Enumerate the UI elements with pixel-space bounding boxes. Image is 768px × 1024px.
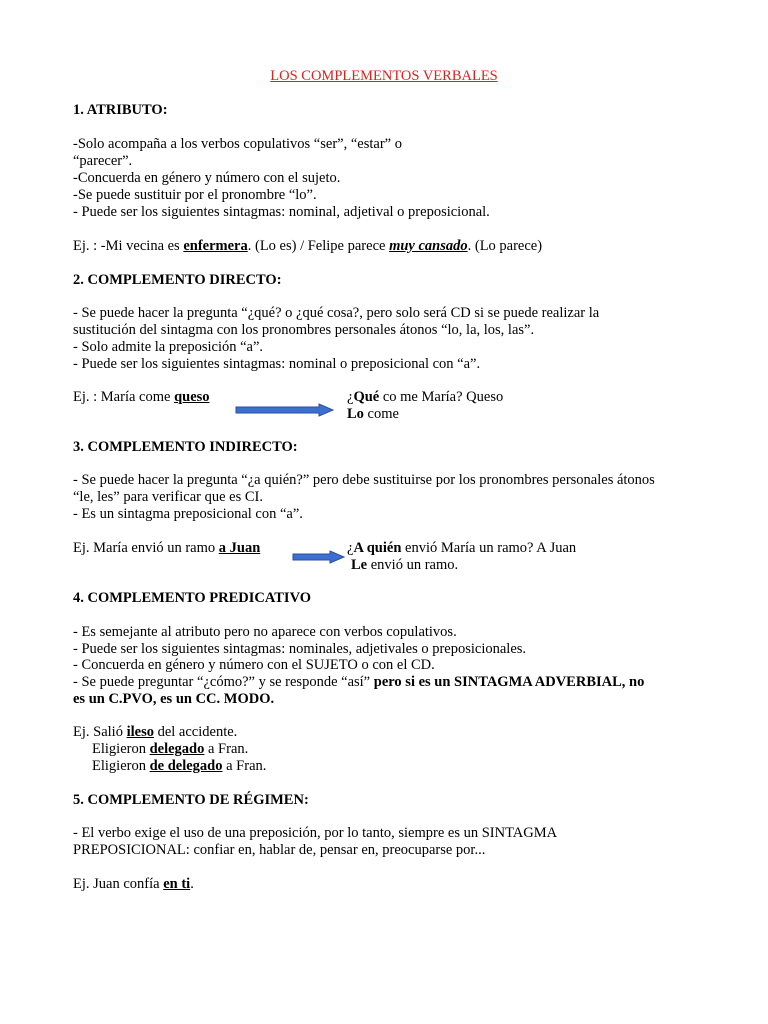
pronoun: Le	[351, 557, 368, 573]
section-2-line-1: - Se puede hacer la pregunta “¿qué? o ¿qué cosa?, pero solo será CD si se puede realizar la	[73, 305, 600, 321]
question-word: A quién	[353, 540, 402, 556]
document-title: LOS COMPLEMENTOS VERBALES	[270, 68, 498, 84]
example-highlight: en ti	[163, 876, 191, 892]
section-4-heading: 4. COMPLEMENTO PREDICATIVO	[73, 590, 312, 606]
example-text: . (Lo parece)	[467, 238, 543, 254]
arrow-right-icon	[292, 550, 346, 564]
section-1-line-5: - Puede ser los siguientes sintagmas: nominal, adjetival o preposicional.	[73, 204, 490, 220]
section-1-line-4: -Se puede sustituir por el pronombre “lo”.	[73, 187, 317, 203]
section-1-line-2: “parecer”.	[73, 153, 133, 169]
question-text: ¿	[347, 540, 354, 556]
answer-text: envió un ramo.	[367, 557, 459, 573]
example-text: . (Lo es) / Felipe parece	[247, 238, 390, 254]
section-4-line-2: - Puede ser los siguientes sintagmas: nominales, adjetivales o preposicionales.	[73, 641, 527, 657]
section-1-line-3: -Concuerda en género y número con el sujeto.	[73, 170, 341, 186]
example-text: Ej. María envió un ramo	[73, 540, 219, 556]
section-2-heading: 2. COMPLEMENTO DIRECTO:	[73, 272, 282, 288]
section-3-line-2: “le, les” para verificar que es CI.	[73, 489, 264, 505]
pronoun: Lo	[347, 406, 364, 422]
section-1-example	[73, 238, 542, 255]
section-4-line-4	[73, 674, 644, 691]
example-highlight: enfermera	[183, 238, 248, 254]
example-text: a Fran.	[204, 741, 249, 757]
section-2-line-3: - Solo admite la preposición “a”.	[73, 339, 264, 355]
section-5-example	[73, 876, 194, 893]
example-highlight: queso	[174, 389, 210, 405]
section-1-heading: 1. ATRIBUTO:	[73, 102, 168, 118]
example-text: a Fran.	[222, 758, 267, 774]
example-text: Ej. : María come	[73, 389, 175, 405]
section-2-answer	[347, 406, 399, 423]
section-4-example-2	[92, 741, 248, 758]
section-2-example	[73, 389, 210, 406]
section-3-question	[347, 540, 576, 557]
example-text: .	[190, 876, 194, 892]
section-5-line-2: PREPOSICIONAL: confiar en, hablar de, pensar en, preocuparse por...	[73, 842, 486, 858]
example-highlight: ileso	[126, 724, 154, 740]
section-2-line-2: sustitución del sintagma con los pronombres personales átonos “lo, la, los, las”.	[73, 322, 535, 338]
section-4-line-1: - Es semejante al atributo pero no aparece con verbos copulativos.	[73, 624, 457, 640]
example-highlight: delegado	[149, 741, 205, 757]
example-text: Eligieron	[92, 758, 150, 774]
section-3-answer	[351, 557, 458, 574]
question-text: envió María un ramo? A Juan	[401, 540, 577, 556]
section-4-line-5: es un C.PVO, es un CC. MODO.	[73, 691, 275, 707]
example-text: del accidente.	[153, 724, 238, 740]
answer-text: come	[363, 406, 399, 422]
line-emphasis: pero si es un SINTAGMA ADVERBIAL, no	[373, 674, 645, 690]
section-3-line-3: - Es un sintagma preposicional con “a”.	[73, 506, 303, 522]
example-text: Ej. : -Mi vecina es	[73, 238, 184, 254]
section-5-heading: 5. COMPLEMENTO DE RÉGIMEN:	[73, 792, 309, 808]
arrow-right-icon	[235, 403, 335, 417]
section-4-example-3	[92, 758, 266, 775]
example-text: Ej. Salió	[73, 724, 127, 740]
line-text: - Se puede preguntar “¿cómo?” y se responde “así”	[73, 674, 374, 690]
question-text: co me María? Queso	[379, 389, 504, 405]
section-4-example-1	[73, 724, 237, 741]
section-5-line-1: - El verbo exige el uso de una preposición, por lo tanto, siempre es un SINTAGMA	[73, 825, 558, 841]
section-4-line-3: - Concuerda en género y número con el SUJETO o con el CD.	[73, 657, 435, 673]
example-text: Ej. Juan confía	[73, 876, 164, 892]
section-2-line-4: - Puede ser los siguientes sintagmas: nominal o preposicional con “a”.	[73, 356, 481, 372]
section-3-heading: 3. COMPLEMENTO INDIRECTO:	[73, 439, 298, 455]
section-1-line-1: -Solo acompaña a los verbos copulativos “ser”, “estar” o	[73, 136, 402, 152]
section-3-line-1: - Se puede hacer la pregunta “¿a quién?” pero debe sustituirse por los pronombres personales átonos	[73, 472, 655, 488]
example-text: Eligieron	[92, 741, 150, 757]
example-highlight: a Juan	[218, 540, 261, 556]
example-highlight: de delegado	[149, 758, 223, 774]
question-text: ¿	[347, 389, 354, 405]
question-word: Qué	[353, 389, 380, 405]
section-2-question	[347, 389, 503, 406]
example-highlight: muy cansado	[389, 238, 468, 254]
section-3-example	[73, 540, 260, 557]
